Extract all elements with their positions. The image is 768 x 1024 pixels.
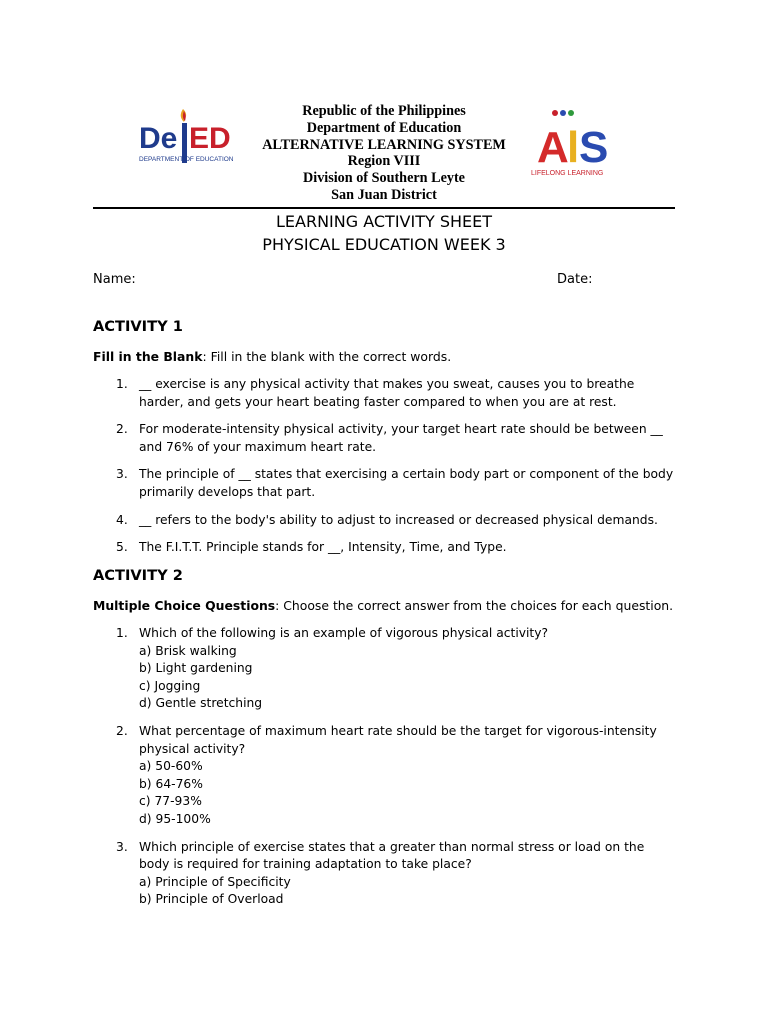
question-item: [93, 625, 675, 713]
header-line: Division of Southern Leyte: [303, 170, 465, 187]
svg-text:LIFELONG LEARNING: LIFELONG LEARNING: [531, 170, 604, 177]
svg-text:De: De: [139, 122, 178, 155]
question-text: Which principle of exercise states that a greater than normal stress or load on the body is required for training adaptation to take place?: [139, 839, 645, 872]
question-text: Which of the following is an example of vigorous physical activity?: [139, 626, 549, 640]
title-line-1: LEARNING ACTIVITY SHEET: [275, 212, 493, 231]
als-logo: [529, 107, 619, 177]
item-number: 3.: [116, 839, 128, 854]
list-item: [93, 512, 675, 530]
svg-text:ED: ED: [189, 122, 231, 155]
name-label: Name:: [93, 272, 136, 287]
answer-option: c) Jogging: [139, 678, 201, 693]
header-line: Region VIII: [347, 153, 421, 170]
header-line: ALTERNATIVE LEARNING SYSTEM: [262, 136, 506, 153]
activity-1-heading: ACTIVITY 1: [93, 318, 183, 335]
item-number: 1.: [116, 377, 128, 391]
question-item: [93, 839, 675, 909]
instruction-label: Fill in the Blank: [93, 349, 203, 364]
svg-text:DEPARTMENT OF EDUCATION: DEPARTMENT OF EDUCATION: [139, 156, 234, 163]
activity-2-list: [93, 625, 675, 919]
sheet-title: [93, 210, 675, 256]
list-item: [93, 539, 675, 557]
svg-text:A: A: [537, 123, 569, 172]
instruction-text: : Fill in the blank with the correct words.: [202, 349, 452, 364]
list-item: [93, 376, 675, 411]
question-item: [93, 723, 675, 829]
activity-1-instruction: [93, 349, 451, 364]
item-number: 1.: [116, 626, 128, 640]
item-number: 5.: [116, 540, 128, 555]
item-text: __ refers to the body's ability to adjust to increased or decreased physical demands.: [139, 512, 658, 527]
answer-option: a) Brisk walking: [139, 643, 237, 658]
date-label: Date:: [557, 272, 593, 287]
item-text: The principle of __ states that exercising a certain body part or component of the body primarily develops that part.: [139, 467, 674, 499]
answer-option: b) Light gardening: [139, 661, 253, 676]
svg-text:l: l: [567, 123, 580, 172]
header-line: Republic of the Philippines: [302, 103, 466, 119]
document-header: [93, 103, 675, 206]
answer-option: b) Principle of Overload: [139, 892, 284, 907]
answer-option: c) 77-93%: [139, 794, 202, 809]
item-text: For moderate-intensity physical activity, your target heart rate should be between __ and 76% of your maximum heart rate.: [139, 422, 663, 454]
list-item: [93, 466, 675, 501]
title-line-2: PHYSICAL EDUCATION WEEK 3: [262, 235, 506, 254]
item-number: 3.: [116, 467, 128, 482]
activity-2-heading: ACTIVITY 2: [93, 567, 183, 584]
header-line: Department of Education: [306, 119, 462, 136]
svg-text:S: S: [579, 123, 609, 172]
answer-option: d) 95-100%: [139, 811, 211, 826]
list-item: [93, 421, 675, 456]
instruction-text: : Choose the correct answer from the choices for each question.: [275, 598, 674, 613]
header-divider: [93, 207, 675, 209]
header-line: San Juan District: [331, 186, 437, 203]
item-text: __ exercise is any physical activity that makes you sweat, causes you to breathe harder, and gets your heart beating faster compared to when you are at rest.: [139, 377, 635, 409]
instruction-label: Multiple Choice Questions: [93, 598, 276, 613]
answer-option: a) 50-60%: [139, 759, 203, 774]
answer-option: a) Principle of Specificity: [139, 874, 291, 889]
item-number: 2.: [116, 422, 128, 437]
answer-option: b) 64-76%: [139, 776, 203, 791]
question-text: What percentage of maximum heart rate should be the target for vigorous-intensity physical activity?: [139, 723, 657, 756]
answer-option: d) Gentle stretching: [139, 696, 263, 711]
item-number: 4.: [116, 512, 128, 527]
activity-1-list: [93, 376, 675, 567]
activity-2-instruction: [93, 598, 673, 613]
item-number: 2.: [116, 723, 128, 738]
item-text: The F.I.T.T. Principle stands for __, Intensity, Time, and Type.: [139, 540, 507, 555]
